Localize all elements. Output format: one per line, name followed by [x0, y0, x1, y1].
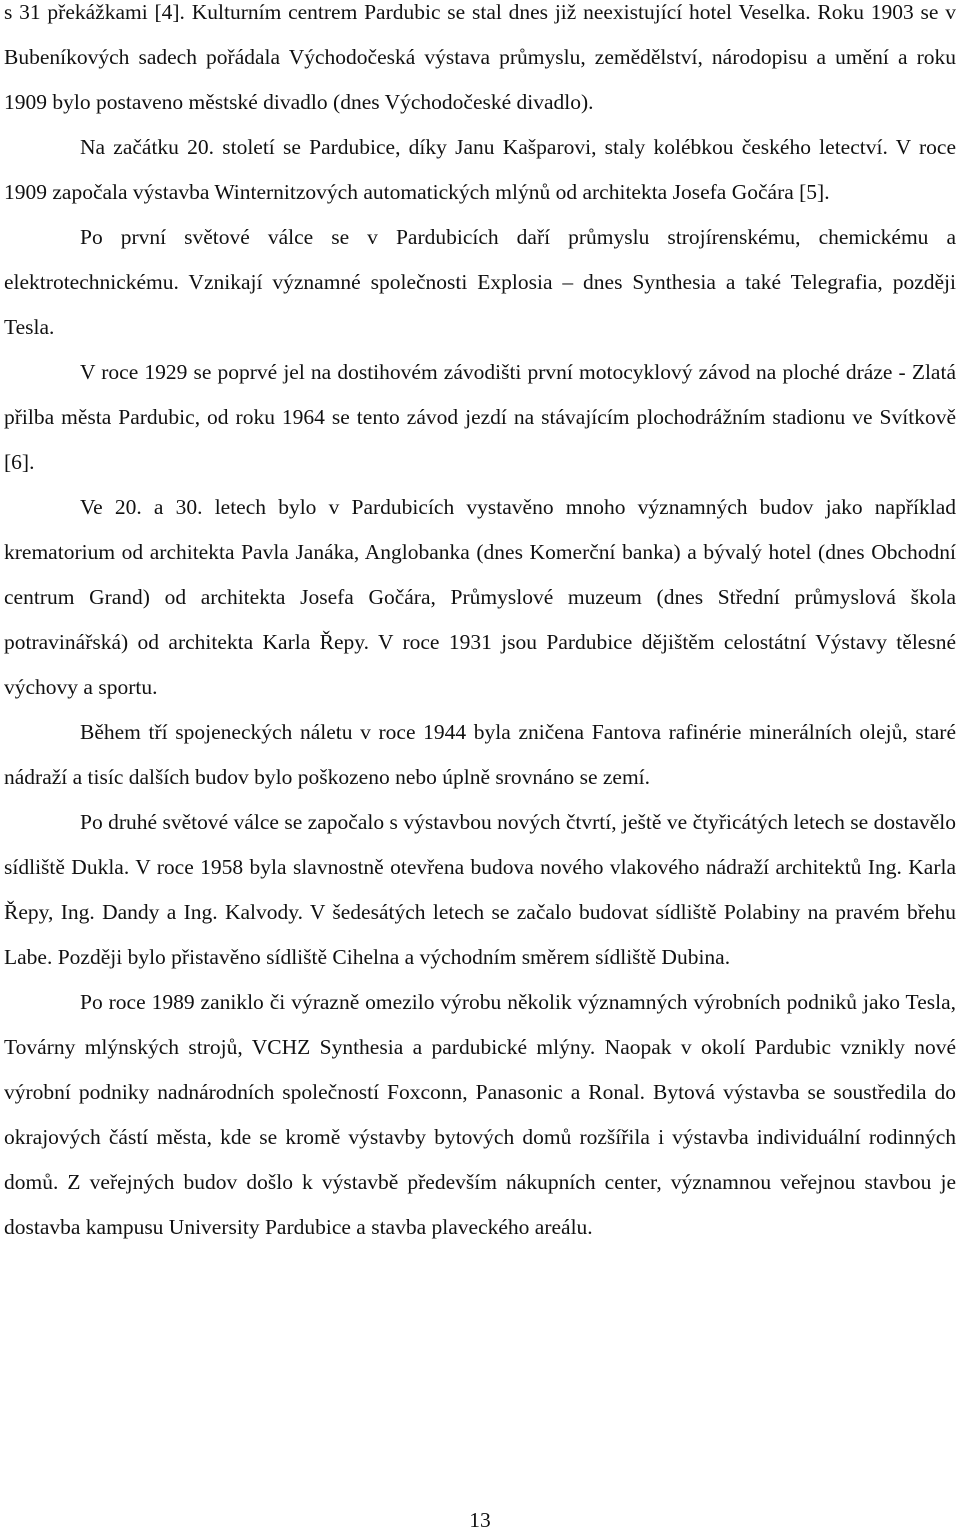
document-page: [4, 0, 956, 1250]
paragraph-continuation: s 31 překážkami [4]. Kulturním centrem Pardubic se stal dnes již neexistující hotel Veselka. Roku 1903 se v Bubeníkových sadech pořádala Východočeská výstava průmyslu, zemědělství, národopisu a umění a roku 1909 bylo postaveno městské divadlo (dnes Východočeské divadlo).: [4, 0, 956, 114]
paragraph-industry: Po první světové válce se v Pardubicích daří průmyslu strojírenskému, chemickému a elektrotechnickému. Vznikají významné společnosti Explosia – dnes Synthesia a také Telegrafia, později Tesla.: [4, 225, 956, 339]
paragraph-after-1989: Po roce 1989 zaniklo či výrazně omezilo výrobu několik významných výrobních podniků jako Tesla, Továrny mlýnských strojů, VCHZ Synthesia a pardubické mlýny. Naopak v okolí Pardubic vznikly nové výrobní podniky nadnárodních společností Foxconn, Panasonic a Ronal. Bytová výstavba se soustředila do okrajových částí města, kde se kromě výstavby bytových domů rozšířila i výstavba individuální rodinných domů. Z veřejných budov došlo k výstavbě především nákupních center, významnou veřejnou stavbou je dostavba kampusu University Pardubice a stavba plaveckého areálu.: [4, 990, 956, 1239]
paragraph-aviation: Na začátku 20. století se Pardubice, díky Janu Kašparovi, staly kolébkou českého letectví. V roce 1909 započala výstavba Winternitzových automatických mlýnů od architekta Josefa Gočára [5].: [4, 135, 956, 204]
paragraph-architecture: Ve 20. a 30. letech bylo v Pardubicích vystavěno mnoho významných budov jako například krematorium od architekta Pavla Janáka, Anglobanka (dnes Komerční banka) a bývalý hotel (dnes Obchodní centrum Grand) od architekta Josefa Gočára, Průmyslové muzeum (dnes Střední průmyslová škola potravinářská) od architekta Karla Řepy. V roce 1931 jsou Pardubice dějištěm celostátní Výstavy tělesné výchovy a sportu.: [4, 495, 956, 699]
paragraph-speedway: V roce 1929 se poprvé jel na dostihovém závodišti první motocyklový závod na ploché dráze - Zlatá přilba města Pardubic, od roku 1964 se tento závod jezdí na stávajícím plochodrážním stadionu ve Svítkově [6].: [4, 360, 956, 474]
paragraph-postwar: Po druhé světové válce se započalo s výstavbou nových čtvrtí, ještě ve čtyřicátých letech se dostavělo sídliště Dukla. V roce 1958 byla slavnostně otevřena budova nového vlakového nádraží architektů Ing. Karla Řepy, Ing. Dandy a Ing. Kalvody. V šedesátých letech se začalo budovat sídliště Polabiny na pravém břehu Labe. Později bylo přistavěno sídliště Cihelna a východním směrem sídliště Dubina.: [4, 810, 956, 969]
page-number: 13: [469, 1508, 491, 1532]
paragraph-air-raids: Během tří spojeneckých náletu v roce 1944 byla zničena Fantova rafinérie minerálních olejů, staré nádraží a tisíc dalších budov bylo poškozeno nebo úplně srovnáno se zemí.: [4, 720, 956, 789]
